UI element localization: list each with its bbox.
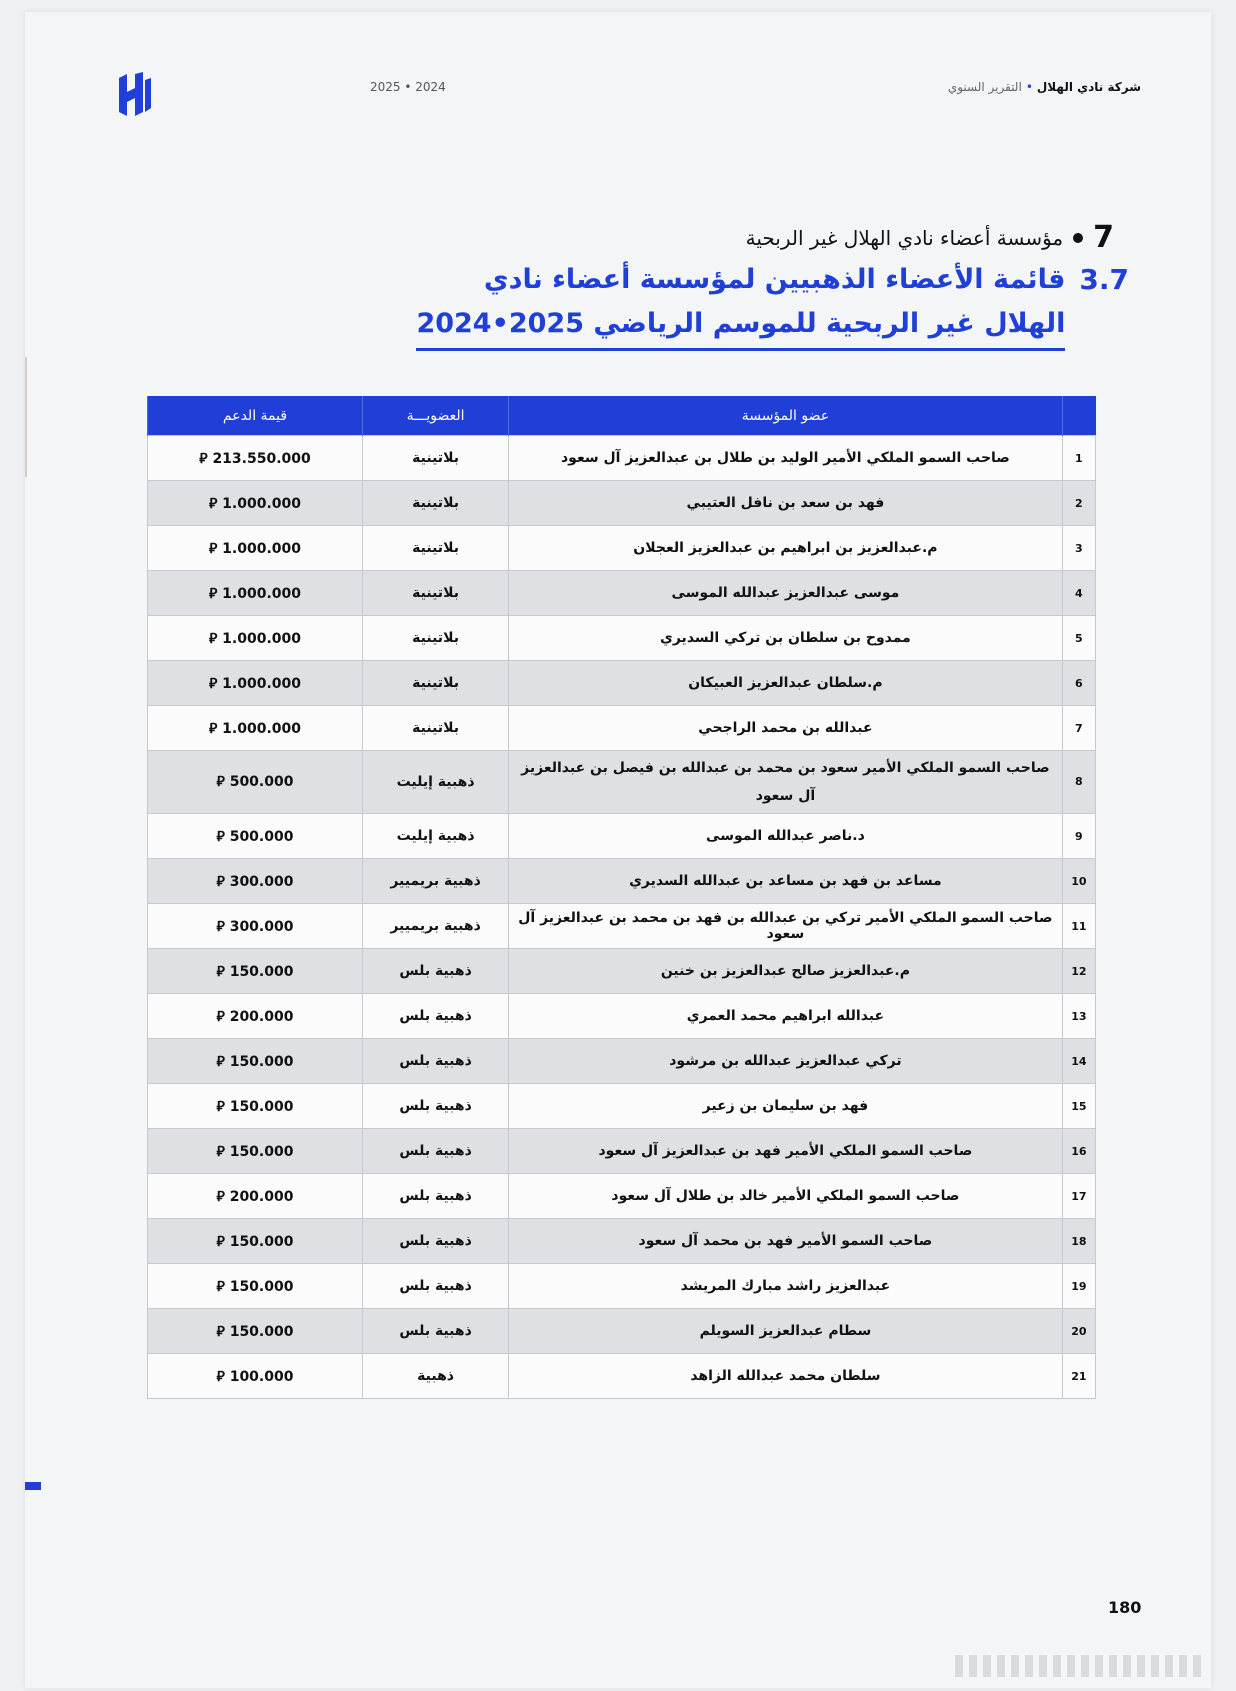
member-name: سلطان محمد عبدالله الزاهد (509, 1354, 1063, 1399)
subsection-heading (416, 258, 1129, 351)
membership-type: ذهبية إيليت (362, 751, 508, 814)
member-name: تركي عبدالعزيز عبدالله بن مرشود (509, 1039, 1063, 1084)
header-years: 2025 • 2024 (370, 80, 446, 94)
membership-type: بلاتينية (362, 481, 508, 526)
support-amount: 500.000 ⃁ (148, 751, 363, 814)
support-amount: 150.000 ⃁ (148, 1264, 363, 1309)
support-amount: 150.000 ⃁ (148, 1039, 363, 1084)
header-index (1062, 396, 1095, 436)
section-bullet (1073, 233, 1083, 243)
table-row (148, 706, 1096, 751)
company-name: شركة نادي الهلال (1036, 80, 1141, 94)
membership-type: بلاتينية (362, 616, 508, 661)
row-index: 16 (1062, 1129, 1095, 1174)
table-row (148, 1174, 1096, 1219)
support-amount: 200.000 ⃁ (148, 994, 363, 1039)
page-number: 180 (1108, 1598, 1142, 1617)
member-name: فهد بن سليمان بن زعير (509, 1084, 1063, 1129)
header-company (948, 80, 1141, 94)
membership-type: ذهبية بلس (362, 1129, 508, 1174)
table-header-row (148, 396, 1096, 436)
membership-type: بلاتينية (362, 661, 508, 706)
table-row (148, 1084, 1096, 1129)
row-index: 18 (1062, 1219, 1095, 1264)
table-row (148, 994, 1096, 1039)
member-name: م.سلطان عبدالعزيز العبيكان (509, 661, 1063, 706)
header-membership: العضويـــة (362, 396, 508, 436)
row-index: 6 (1062, 661, 1095, 706)
page-edge-line (25, 357, 27, 477)
table-row (148, 814, 1096, 859)
table-row (148, 1264, 1096, 1309)
member-name: صاحب السمو الملكي الأمير فهد بن عبدالعزيز آل سعود (509, 1129, 1063, 1174)
gold-members-table (147, 396, 1096, 1399)
support-amount: 100.000 ⃁ (148, 1354, 363, 1399)
row-index: 8 (1062, 751, 1095, 814)
membership-type: ذهبية بلس (362, 1084, 508, 1129)
row-index: 17 (1062, 1174, 1095, 1219)
member-name: صاحب السمو الأمير فهد بن محمد آل سعود (509, 1219, 1063, 1264)
support-amount: 1.000.000 ⃁ (148, 616, 363, 661)
table-row (148, 949, 1096, 994)
row-index: 20 (1062, 1309, 1095, 1354)
support-amount: 213.550.000 ⃁ (148, 436, 363, 481)
subsection-number: 3.7 (1079, 263, 1129, 296)
table-row (148, 859, 1096, 904)
support-amount: 300.000 ⃁ (148, 904, 363, 949)
row-index: 9 (1062, 814, 1095, 859)
support-amount: 150.000 ⃁ (148, 949, 363, 994)
member-name: عبدالعزيز راشد مبارك المريشد (509, 1264, 1063, 1309)
membership-type: بلاتينية (362, 436, 508, 481)
header-separator: • (1025, 80, 1033, 94)
table-row (148, 1039, 1096, 1084)
row-index: 12 (1062, 949, 1095, 994)
member-name: مساعد بن فهد بن مساعد بن عبدالله السديري (509, 859, 1063, 904)
membership-type: ذهبية بلس (362, 1264, 508, 1309)
support-amount: 300.000 ⃁ (148, 859, 363, 904)
table-row (148, 436, 1096, 481)
header-member: عضو المؤسسة (509, 396, 1063, 436)
table-row (148, 1129, 1096, 1174)
table-row (148, 481, 1096, 526)
subsection-title-line1: قائمة الأعضاء الذهبيين لمؤسسة أعضاء نادي (483, 264, 1066, 295)
row-index: 21 (1062, 1354, 1095, 1399)
section-title: مؤسسة أعضاء نادي الهلال غير الربحية (745, 225, 1064, 250)
support-amount: 1.000.000 ⃁ (148, 706, 363, 751)
support-amount: 150.000 ⃁ (148, 1219, 363, 1264)
row-index: 5 (1062, 616, 1095, 661)
membership-type: ذهبية بلس (362, 1309, 508, 1354)
table-row (148, 751, 1096, 814)
row-index: 10 (1062, 859, 1095, 904)
header-amount: قيمة الدعم (148, 396, 363, 436)
side-marker (25, 1482, 41, 1490)
membership-type: ذهبية بريميير (362, 904, 508, 949)
member-name: ممدوح بن سلطان بن تركي السديري (509, 616, 1063, 661)
support-amount: 1.000.000 ⃁ (148, 661, 363, 706)
subsection-title-line2: الهلال غير الربحية للموسم الرياضي 2025•2024 (416, 302, 1065, 351)
membership-type: ذهبية بلس (362, 1174, 508, 1219)
membership-type: ذهبية إيليت (362, 814, 508, 859)
report-name: التقرير السنوي (947, 80, 1022, 94)
support-amount: 150.000 ⃁ (148, 1309, 363, 1354)
member-name: صاحب السمو الملكي الأمير تركي بن عبدالله بن فهد بن محمد بن عبدالعزيز آل سعود (509, 904, 1063, 949)
member-name: عبدالله ابراهيم محمد العمري (509, 994, 1063, 1039)
table-row (148, 616, 1096, 661)
row-index: 1 (1062, 436, 1095, 481)
table-row (148, 661, 1096, 706)
row-index: 3 (1062, 526, 1095, 571)
row-index: 2 (1062, 481, 1095, 526)
membership-type: ذهبية بلس (362, 1039, 508, 1084)
member-name: د.ناصر عبدالله الموسى (509, 814, 1063, 859)
member-name: موسى عبدالعزيز عبدالله الموسى (509, 571, 1063, 616)
membership-type: بلاتينية (362, 706, 508, 751)
membership-type: بلاتينية (362, 526, 508, 571)
row-index: 14 (1062, 1039, 1095, 1084)
member-name: صاحب السمو الملكي الأمير خالد بن طلال آل سعود (509, 1174, 1063, 1219)
row-index: 4 (1062, 571, 1095, 616)
member-name: عبدالله بن محمد الراجحي (509, 706, 1063, 751)
member-name: سطام عبدالعزيز السويلم (509, 1309, 1063, 1354)
support-amount: 1.000.000 ⃁ (148, 571, 363, 616)
row-index: 11 (1062, 904, 1095, 949)
al-hilal-logo-icon (115, 72, 155, 118)
membership-type: ذهبية بلس (362, 1219, 508, 1264)
membership-type: ذهبية بريميير (362, 859, 508, 904)
membership-type: ذهبية بلس (362, 994, 508, 1039)
table-row (148, 571, 1096, 616)
subsection-title (416, 258, 1065, 351)
table-row (148, 1219, 1096, 1264)
membership-type: بلاتينية (362, 571, 508, 616)
table-row (148, 904, 1096, 949)
row-index: 15 (1062, 1084, 1095, 1129)
support-amount: 1.000.000 ⃁ (148, 526, 363, 571)
membership-type: ذهبية (362, 1354, 508, 1399)
row-index: 13 (1062, 994, 1095, 1039)
row-index: 19 (1062, 1264, 1095, 1309)
section-number: 7 (1093, 220, 1114, 255)
support-amount: 150.000 ⃁ (148, 1129, 363, 1174)
membership-type: ذهبية بلس (362, 949, 508, 994)
table-row (148, 526, 1096, 571)
support-amount: 150.000 ⃁ (148, 1084, 363, 1129)
member-name: فهد بن سعد بن نافل العتيبي (509, 481, 1063, 526)
member-name: صاحب السمو الملكي الأمير سعود بن محمد بن عبدالله بن فيصل بن عبدالعزيز آل سعود (509, 751, 1063, 814)
table-body (148, 436, 1096, 1399)
member-name: م.عبدالعزيز بن ابراهيم بن عبدالعزيز العجلان (509, 526, 1063, 571)
member-name: م.عبدالعزيز صالح عبدالعزيز بن خنين (509, 949, 1063, 994)
section-heading (746, 220, 1114, 255)
row-index: 7 (1062, 706, 1095, 751)
support-amount: 500.000 ⃁ (148, 814, 363, 859)
support-amount: 200.000 ⃁ (148, 1174, 363, 1219)
support-amount: 1.000.000 ⃁ (148, 481, 363, 526)
member-name: صاحب السمو الملكي الأمير الوليد بن طلال بن عبدالعزيز آل سعود (509, 436, 1063, 481)
table-row (148, 1354, 1096, 1399)
table-row (148, 1309, 1096, 1354)
footer-decoration (955, 1655, 1205, 1677)
